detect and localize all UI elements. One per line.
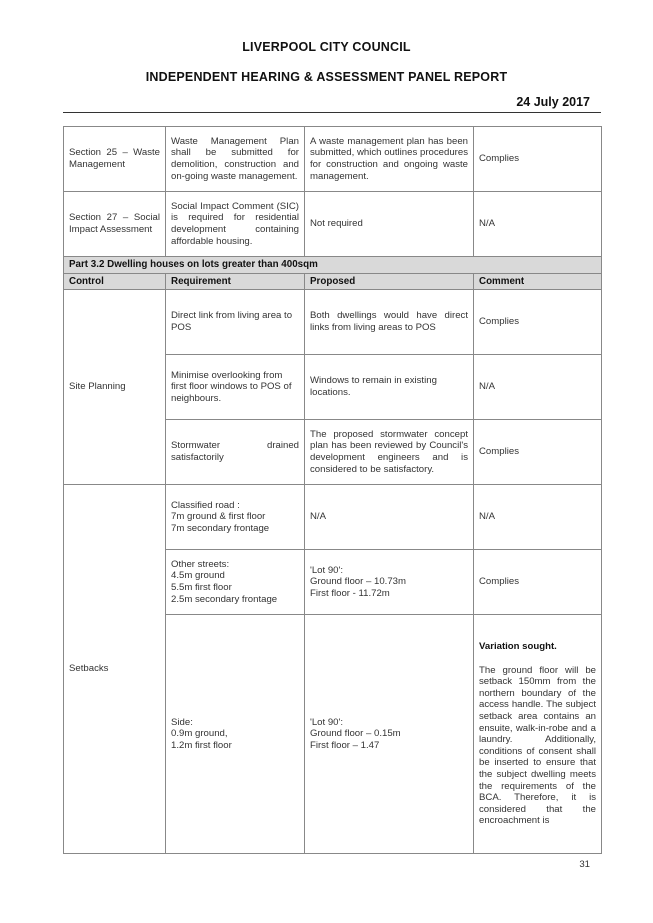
requirement-cell: Waste Management Plan shall be submitted for demolition, construction and on-going waste management. — [166, 127, 305, 192]
requirement-cell: Minimise overlooking from first floor windows to POS of neighbours. — [166, 355, 305, 420]
requirement-cell: Direct link from living area to POS — [166, 290, 305, 355]
requirement-line: 4.5m ground — [171, 570, 225, 582]
proposed-line: 'Lot 90': — [310, 716, 344, 728]
table-row — [64, 127, 602, 192]
requirement-line: Side: — [171, 716, 193, 728]
requirement-line: Classified road : — [171, 499, 240, 511]
report-date: 24 July 2017 — [516, 95, 590, 109]
part-heading-row — [64, 257, 602, 274]
requirement-line: 7m ground & first floor — [171, 511, 266, 523]
comment-cell: Complies — [474, 420, 602, 485]
comment-cell: Complies — [474, 290, 602, 355]
proposed-cell: The proposed stormwater concept plan has been reviewed by Council's development engineers and is considered to be satisfactory. — [305, 420, 474, 485]
council-name: LIVERPOOL CITY COUNCIL — [242, 40, 411, 54]
requirement-line: 1.2m first floor — [171, 739, 232, 751]
table-row — [64, 290, 602, 355]
column-header-requirement: Requirement — [166, 274, 305, 290]
column-header-comment: Comment — [474, 274, 602, 290]
proposed-cell — [305, 550, 474, 615]
control-setbacks: Setbacks — [64, 485, 166, 854]
control-cell: Section 27 – Social Impact Assessment — [64, 192, 166, 257]
assessment-table — [63, 126, 602, 854]
comment-cell: N/A — [474, 192, 602, 257]
proposed-cell: A waste management plan has been submitted, which outlines procedures for construction and ongoing waste management. — [305, 127, 474, 192]
column-header-proposed: Proposed — [305, 274, 474, 290]
requirement-cell: Social Impact Comment (SIC) is required for residential development containing affordable housing. — [166, 192, 305, 257]
column-header-control: Control — [64, 274, 166, 290]
requirement-cell: Stormwater drained satisfactorily — [166, 420, 305, 485]
table-row — [64, 192, 602, 257]
header-rule — [63, 112, 601, 113]
requirement-cell — [166, 615, 305, 854]
column-header-row — [64, 274, 602, 290]
comment-cell — [474, 615, 602, 854]
proposed-line: Ground floor – 0.15m — [310, 728, 401, 740]
requirement-line: 2.5m secondary frontage — [171, 593, 278, 605]
proposed-cell: Not required — [305, 192, 474, 257]
comment-cell: N/A — [474, 355, 602, 420]
requirement-line: 7m secondary frontage — [171, 522, 270, 534]
proposed-cell: Windows to remain in existing locations. — [305, 355, 474, 420]
proposed-cell: Both dwellings would have direct links from living areas to POS — [305, 290, 474, 355]
proposed-cell — [305, 615, 474, 854]
comment-cell: Complies — [474, 127, 602, 192]
page-number: 31 — [579, 859, 590, 870]
control-cell: Section 25 – Waste Management — [64, 127, 166, 192]
requirement-line: 0.9m ground, — [171, 728, 228, 740]
comment-cell: N/A — [474, 485, 602, 550]
requirement-cell — [166, 550, 305, 615]
report-title: INDEPENDENT HEARING & ASSESSMENT PANEL REPORT — [145, 70, 508, 84]
requirement-line: Other streets: — [171, 558, 230, 570]
proposed-line: Ground floor – 10.73m — [310, 576, 406, 588]
control-site-planning: Site Planning — [64, 290, 166, 485]
proposed-line: 'Lot 90': — [310, 564, 344, 576]
proposed-line: First floor - 11.72m — [310, 587, 390, 599]
part-title: Part 3.2 Dwelling houses on lots greater than 400sqm — [64, 257, 602, 274]
proposed-cell: N/A — [305, 485, 474, 550]
variation-text: The ground floor will be setback 150mm from the northern boundary of the access handle. The subject setback area contains an ensuite, walk-in-robe and a laundry. Additionally, conditions of consent shall be inserted to ensure that the subject dwelling meets the requirements of the BCA. Therefore, it is considered that the encroachment is — [479, 664, 596, 827]
requirement-cell — [166, 485, 305, 550]
proposed-line: First floor – 1.47 — [310, 739, 380, 751]
variation-title: Variation sought. — [479, 641, 557, 653]
table-row — [64, 485, 602, 550]
requirement-line: 5.5m first floor — [171, 582, 232, 593]
comment-cell: Complies — [474, 550, 602, 615]
